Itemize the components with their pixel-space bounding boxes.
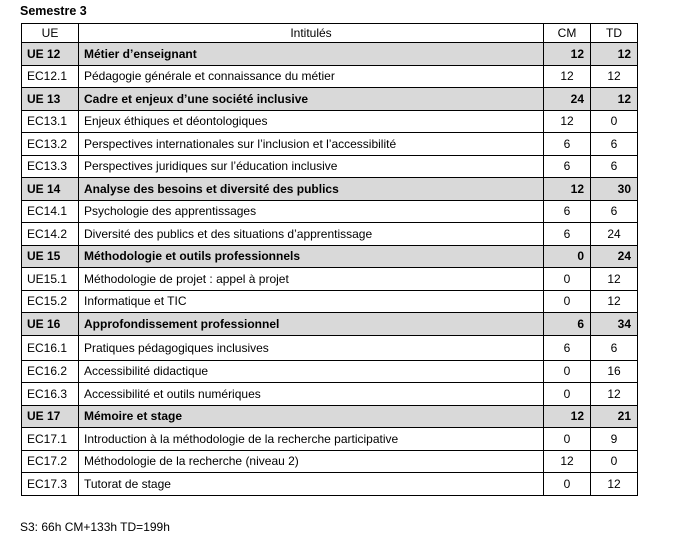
row-td-hours: 6 bbox=[591, 335, 638, 360]
ue-row bbox=[22, 405, 638, 428]
row-td-hours: 12 bbox=[591, 88, 638, 111]
row-code: EC12.1 bbox=[22, 65, 79, 88]
ue-row bbox=[22, 313, 638, 336]
row-code: UE 13 bbox=[22, 88, 79, 111]
row-code: UE15.1 bbox=[22, 268, 79, 291]
row-td-hours: 6 bbox=[591, 133, 638, 156]
ue-row bbox=[22, 178, 638, 201]
row-cm-hours: 12 bbox=[544, 110, 591, 133]
header-cm: CM bbox=[544, 24, 591, 43]
row-cm-hours: 6 bbox=[544, 313, 591, 336]
row-code: EC16.2 bbox=[22, 360, 79, 383]
row-cm-hours: 0 bbox=[544, 290, 591, 313]
row-cm-hours: 12 bbox=[544, 405, 591, 428]
row-cm-hours: 6 bbox=[544, 200, 591, 223]
ue-row bbox=[22, 88, 638, 111]
ec-row bbox=[22, 110, 638, 133]
row-td-hours: 21 bbox=[591, 405, 638, 428]
row-title: Méthodologie et outils professionnels bbox=[79, 245, 544, 268]
ec-row bbox=[22, 133, 638, 156]
row-title: Psychologie des apprentissages bbox=[79, 200, 544, 223]
row-cm-hours: 0 bbox=[544, 268, 591, 291]
row-code: EC16.3 bbox=[22, 383, 79, 406]
row-code: UE 16 bbox=[22, 313, 79, 336]
row-code: UE 14 bbox=[22, 178, 79, 201]
row-td-hours: 6 bbox=[591, 200, 638, 223]
header-title: Intitulés bbox=[79, 24, 544, 43]
row-td-hours: 30 bbox=[591, 178, 638, 201]
header-td: TD bbox=[591, 24, 638, 43]
row-title: Informatique et TIC bbox=[79, 290, 544, 313]
row-cm-hours: 0 bbox=[544, 473, 591, 496]
row-code: EC13.2 bbox=[22, 133, 79, 156]
row-td-hours: 34 bbox=[591, 313, 638, 336]
row-code: UE 15 bbox=[22, 245, 79, 268]
row-cm-hours: 6 bbox=[544, 155, 591, 178]
row-td-hours: 12 bbox=[591, 473, 638, 496]
row-title: Pédagogie générale et connaissance du métier bbox=[79, 65, 544, 88]
row-code: EC14.1 bbox=[22, 200, 79, 223]
ue-row bbox=[22, 43, 638, 66]
row-title: Diversité des publics et des situations d’apprentissage bbox=[79, 223, 544, 246]
row-cm-hours: 12 bbox=[544, 43, 591, 66]
row-title: Introduction à la méthodologie de la recherche participative bbox=[79, 428, 544, 451]
row-title: Approfondissement professionnel bbox=[79, 313, 544, 336]
row-cm-hours: 6 bbox=[544, 133, 591, 156]
ue-row bbox=[22, 245, 638, 268]
row-td-hours: 24 bbox=[591, 223, 638, 246]
row-td-hours: 9 bbox=[591, 428, 638, 451]
ec-row bbox=[22, 450, 638, 473]
ec-row bbox=[22, 360, 638, 383]
row-code: EC15.2 bbox=[22, 290, 79, 313]
row-title: Cadre et enjeux d’une société inclusive bbox=[79, 88, 544, 111]
row-cm-hours: 24 bbox=[544, 88, 591, 111]
curriculum-table bbox=[21, 23, 638, 496]
row-cm-hours: 0 bbox=[544, 383, 591, 406]
row-code: EC17.1 bbox=[22, 428, 79, 451]
row-title: Métier d’enseignant bbox=[79, 43, 544, 66]
row-code: UE 12 bbox=[22, 43, 79, 66]
row-td-hours: 6 bbox=[591, 155, 638, 178]
row-title: Méthodologie de projet : appel à projet bbox=[79, 268, 544, 291]
row-td-hours: 12 bbox=[591, 65, 638, 88]
row-cm-hours: 0 bbox=[544, 360, 591, 383]
row-td-hours: 0 bbox=[591, 110, 638, 133]
ec-row bbox=[22, 155, 638, 178]
row-code: EC17.2 bbox=[22, 450, 79, 473]
ec-row bbox=[22, 268, 638, 291]
row-cm-hours: 0 bbox=[544, 428, 591, 451]
row-td-hours: 16 bbox=[591, 360, 638, 383]
row-td-hours: 12 bbox=[591, 268, 638, 291]
row-title: Perspectives internationales sur l’inclusion et l’accessibilité bbox=[79, 133, 544, 156]
row-td-hours: 24 bbox=[591, 245, 638, 268]
row-title: Analyse des besoins et diversité des publics bbox=[79, 178, 544, 201]
ec-row bbox=[22, 200, 638, 223]
row-title: Enjeux éthiques et déontologiques bbox=[79, 110, 544, 133]
row-title: Tutorat de stage bbox=[79, 473, 544, 496]
row-code: UE 17 bbox=[22, 405, 79, 428]
row-title: Accessibilité didactique bbox=[79, 360, 544, 383]
row-title: Mémoire et stage bbox=[79, 405, 544, 428]
row-cm-hours: 12 bbox=[544, 450, 591, 473]
row-cm-hours: 0 bbox=[544, 245, 591, 268]
row-title: Accessibilité et outils numériques bbox=[79, 383, 544, 406]
header-ue: UE bbox=[22, 24, 79, 43]
row-title: Perspectives juridiques sur l’éducation inclusive bbox=[79, 155, 544, 178]
row-code: EC17.3 bbox=[22, 473, 79, 496]
row-title: Méthodologie de la recherche (niveau 2) bbox=[79, 450, 544, 473]
row-td-hours: 12 bbox=[591, 43, 638, 66]
ec-row bbox=[22, 223, 638, 246]
row-cm-hours: 6 bbox=[544, 335, 591, 360]
row-code: EC16.1 bbox=[22, 335, 79, 360]
row-title: Pratiques pédagogiques inclusives bbox=[79, 335, 544, 360]
row-code: EC13.1 bbox=[22, 110, 79, 133]
ec-row bbox=[22, 65, 638, 88]
hours-summary: S3: 66h CM+133h TD=199h bbox=[20, 520, 170, 534]
semester-title: Semestre 3 bbox=[20, 4, 87, 18]
row-code: EC13.3 bbox=[22, 155, 79, 178]
table-header-row bbox=[22, 24, 638, 43]
ec-row bbox=[22, 473, 638, 496]
ec-row bbox=[22, 383, 638, 406]
row-td-hours: 12 bbox=[591, 290, 638, 313]
row-code: EC14.2 bbox=[22, 223, 79, 246]
ec-row bbox=[22, 335, 638, 360]
row-td-hours: 12 bbox=[591, 383, 638, 406]
ec-row bbox=[22, 290, 638, 313]
row-cm-hours: 12 bbox=[544, 65, 591, 88]
row-td-hours: 0 bbox=[591, 450, 638, 473]
table-body bbox=[22, 43, 638, 496]
row-cm-hours: 6 bbox=[544, 223, 591, 246]
ec-row bbox=[22, 428, 638, 451]
row-cm-hours: 12 bbox=[544, 178, 591, 201]
